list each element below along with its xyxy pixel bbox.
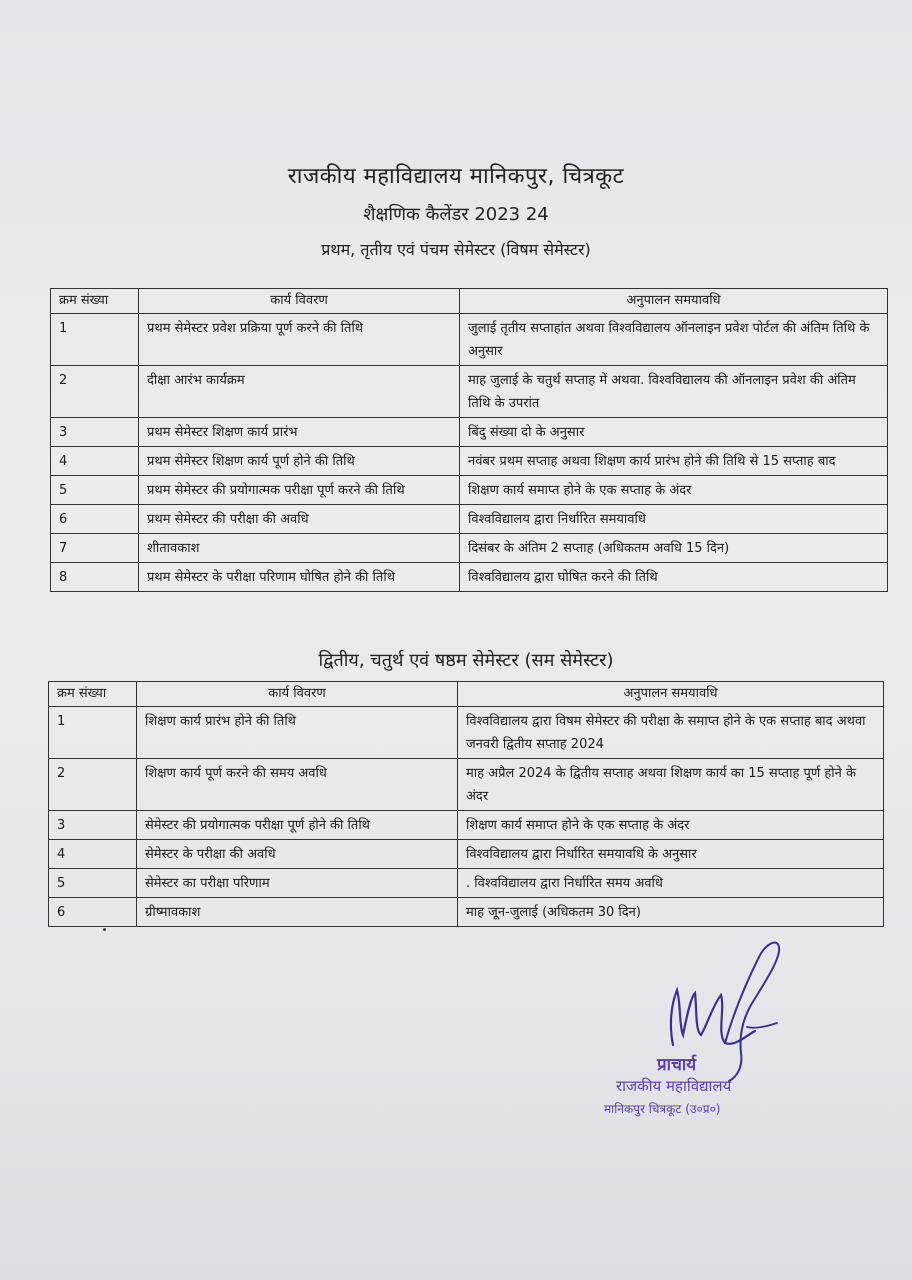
calendar-title: शैक्षणिक कैलेंडर 2023 24 [363, 204, 549, 225]
row-number: 1 [49, 707, 137, 759]
row-period: जुलाई तृतीय सप्ताहांत अथवा विश्वविद्यालय ऑनलाइन प्रवेश पोर्टल की अंतिम तिथि के अनुसार [460, 314, 888, 366]
row-task: सेमेस्टर की प्रयोगात्मक परीक्षा पूर्ण होने की तिथि [137, 811, 458, 840]
col-period-header: अनुपालन समयावधि [460, 289, 888, 314]
row-task: सेमेस्टर का परीक्षा परिणाम [137, 869, 458, 898]
row-task: सेमेस्टर के परीक्षा की अवधि [137, 840, 458, 869]
stamp-place: मानिकपुर चित्रकूट (उ०प्र०) [604, 1102, 721, 1116]
table-row [51, 314, 888, 366]
table-row [51, 366, 888, 418]
row-task: दीक्षा आरंभ कार्यक्रम [139, 366, 460, 418]
table-row [49, 898, 884, 927]
odd-semester-rows [51, 314, 888, 592]
row-number: 5 [49, 869, 137, 898]
col-period-header: अनुपालन समयावधि [458, 682, 884, 707]
row-task: प्रथम सेमेस्टर की परीक्षा की अवधि [139, 505, 460, 534]
table-row [49, 840, 884, 869]
col-sno-header: क्रम संख्या [49, 682, 137, 707]
table-header-row [51, 289, 888, 314]
odd-semester-table [50, 288, 888, 592]
row-period: शिक्षण कार्य समाप्त होने के एक सप्ताह के अंदर [460, 476, 888, 505]
table-row [51, 418, 888, 447]
row-number: 3 [49, 811, 137, 840]
row-period: माह जून-जुलाई (अधिकतम 30 दिन) [458, 898, 884, 927]
row-period: दिसंबर के अंतिम 2 सप्ताह (अधिकतम अवधि 15 दिन) [460, 534, 888, 563]
row-period: माह अप्रैल 2024 के द्वितीय सप्ताह अथवा शिक्षण कार्य का 15 सप्ताह पूर्ण होने के अंदर [458, 759, 884, 811]
odd-semester-title: प्रथम, तृतीय एवं पंचम सेमेस्टर (विषम सेमेस्टर) [321, 240, 591, 259]
table-row [49, 869, 884, 898]
table-row [51, 505, 888, 534]
row-number: 4 [51, 447, 139, 476]
row-period: बिंदु संख्या दो के अनुसार [460, 418, 888, 447]
row-period: विश्वविद्यालय द्वारा निर्धारित समयावधि के अनुसार [458, 840, 884, 869]
row-period: माह जुलाई के चतुर्थ सप्ताह में अथवा. विश्वविद्यालय की ऑनलाइन प्रवेश की अंतिम तिथि के उपरांत [460, 366, 888, 418]
row-number: 6 [51, 505, 139, 534]
row-period: नवंबर प्रथम सप्ताह अथवा शिक्षण कार्य प्रारंभ होने की तिथि से 15 सप्ताह बाद [460, 447, 888, 476]
row-task: प्रथम सेमेस्टर के परीक्षा परिणाम घोषित होने की तिथि [139, 563, 460, 592]
row-task: प्रथम सेमेस्टर शिक्षण कार्य प्रारंभ [139, 418, 460, 447]
row-task: शीतावकाश [139, 534, 460, 563]
col-task-header: कार्य विवरण [137, 682, 458, 707]
row-number: 2 [49, 759, 137, 811]
table-row [51, 476, 888, 505]
row-task: शिक्षण कार्य प्रारंभ होने की तिथि [137, 707, 458, 759]
row-number: 8 [51, 563, 139, 592]
even-semester-rows [49, 707, 884, 927]
even-semester-title: द्वितीय, चतुर्थ एवं षष्ठम सेमेस्टर (सम सेमेस्टर) [318, 650, 614, 671]
col-task-header: कार्य विवरण [139, 289, 460, 314]
table-row [49, 811, 884, 840]
row-task: ग्रीष्मावकाश [137, 898, 458, 927]
row-number: 4 [49, 840, 137, 869]
even-semester-table [48, 681, 884, 927]
table-row [51, 563, 888, 592]
row-task: प्रथम सेमेस्टर की प्रयोगात्मक परीक्षा पूर्ण करने की तिथि [139, 476, 460, 505]
row-task: प्रथम सेमेस्टर शिक्षण कार्य पूर्ण होने की तिथि [139, 447, 460, 476]
table-row [51, 447, 888, 476]
row-period: शिक्षण कार्य समाप्त होने के एक सप्ताह के अंदर [458, 811, 884, 840]
row-task: प्रथम सेमेस्टर प्रवेश प्रक्रिया पूर्ण करने की तिथि [139, 314, 460, 366]
row-number: 3 [51, 418, 139, 447]
college-title: राजकीय महाविद्यालय मानिकपुर, चित्रकूट [287, 164, 625, 189]
col-sno-header: क्रम संख्या [51, 289, 139, 314]
row-number: 2 [51, 366, 139, 418]
stray-dot [103, 928, 106, 931]
table-row [49, 707, 884, 759]
row-period: विश्वविद्यालय द्वारा निर्धारित समयावधि [460, 505, 888, 534]
row-number: 1 [51, 314, 139, 366]
row-period: विश्वविद्यालय द्वारा घोषित करने की तिथि [460, 563, 888, 592]
row-number: 7 [51, 534, 139, 563]
row-number: 6 [49, 898, 137, 927]
row-task: शिक्षण कार्य पूर्ण करने की समय अवधि [137, 759, 458, 811]
table-header-row [49, 682, 884, 707]
row-period: विश्वविद्यालय द्वारा विषम सेमेस्टर की परीक्षा के समाप्त होने के एक सप्ताह बाद अथवा जनवरी द्वितीय सप्ताह 2024 [458, 707, 884, 759]
stamp-title: प्राचार्य [657, 1055, 697, 1075]
table-row [49, 759, 884, 811]
table-row [51, 534, 888, 563]
row-period: . विश्वविद्यालय द्वारा निर्धारित समय अवधि [458, 869, 884, 898]
stamp-college: राजकीय महाविद्यालय [616, 1077, 732, 1095]
row-number: 5 [51, 476, 139, 505]
